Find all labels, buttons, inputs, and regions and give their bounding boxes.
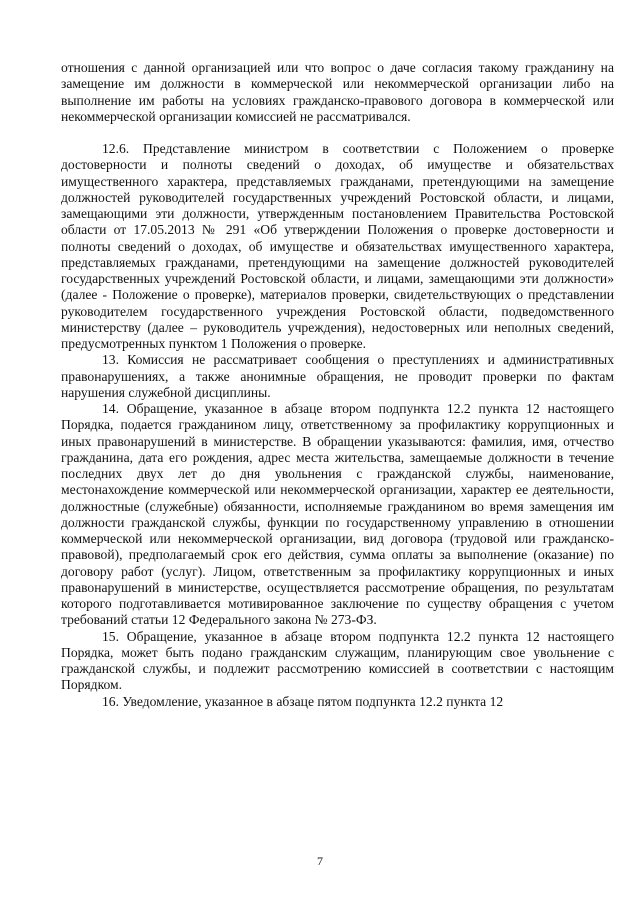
paragraph-13: 13. Комиссия не рассматривает сообщения о преступлениях и административных правонарушениях, а также анонимные обращения, не проводит проверки по фактам нарушения служебной дисциплины. [61, 352, 614, 400]
page-number: 7 [317, 854, 323, 868]
paragraph-16: 16. Уведомление, указанное в абзаце пятом подпункта 12.2 пункта 12 [102, 693, 504, 709]
paragraph-14: 14. Обращение, указанное в абзаце втором подпункта 12.2 пункта 12 настоящего Порядка, подается гражданином лицу, ответственному за профилактику коррупционных и иных правонарушений в министерстве. В обращении указываются: фамилия, имя, отчество гражданина, дата его рождения, адрес места жительства, замещаемые должности в течение последних двух лет до дня увольнения с гражданской службы, наименование, местонахождение коммерческой или некоммерческой организации, характер ее деятельности, должностные (служебные) обязанности, исполняемые гражданином во время замещения им должности гражданской службы, функции по государственному управлению в отношении коммерческой или некоммерческой организации, вид договора (трудовой или гражданско-правовой), предполагаемый срок его действия, сумма оплаты за выполнение (оказание) по договору работ (услуг). Лицом, ответственным за профилактику коррупционных и иных правонарушений в министерстве, осуществляется рассмотрение обращения, по результатам которого подготавливается мотивированное заключение по существу обращения с учетом требований статьи 12 Федерального закона № 273-ФЗ. [61, 401, 614, 628]
paragraph-15: 15. Обращение, указанное в абзаце втором подпункта 12.2 пункта 12 настоящего Порядка, может быть подано гражданским служащим, планирующим свое увольнение с гражданской службы, и подлежит рассмотрению комиссией в соответствии с настоящим Порядком. [61, 628, 614, 693]
paragraph-12-6: 12.6. Представление министром в соответствии с Положением о проверке достоверности и полноты сведений о доходах, об имуществе и обязательствах имущественного характера, представляемых гражданами, претендующими на замещение должностей руководителей государственных учреждений Ростовской области, и лицами, замещающими эти должности, утвержденным постановлением Правительства Ростовской области от 17.05.2013 № 291 «Об утверждении Положения о проверке достоверности и полноты сведений о доходах, об имуществе и обязательствах имущественного характера, представляемых гражданами, претендующими на замещение должностей руководителей государственных учреждений Ростовской области, и лицами, замещающими эти должности» (далее - Положение о проверке), материалов проверки, свидетельствующих о представлении руководителем государственного учреждения Ростовской области, подведомственного министерству (далее – руководитель учреждения), недостоверных или неполных сведений, предусмотренных пунктом 1 Положения о проверке. [61, 141, 614, 351]
paragraph-continuation: отношения с данной организацией или что вопрос о даче согласия такому гражданину на замещение им должности в коммерческой или некоммерческой организации либо на выполнение им работы на условиях гражданско-правового договора в коммерческой или некоммерческой организации комиссией не рассматривался. [61, 60, 614, 124]
